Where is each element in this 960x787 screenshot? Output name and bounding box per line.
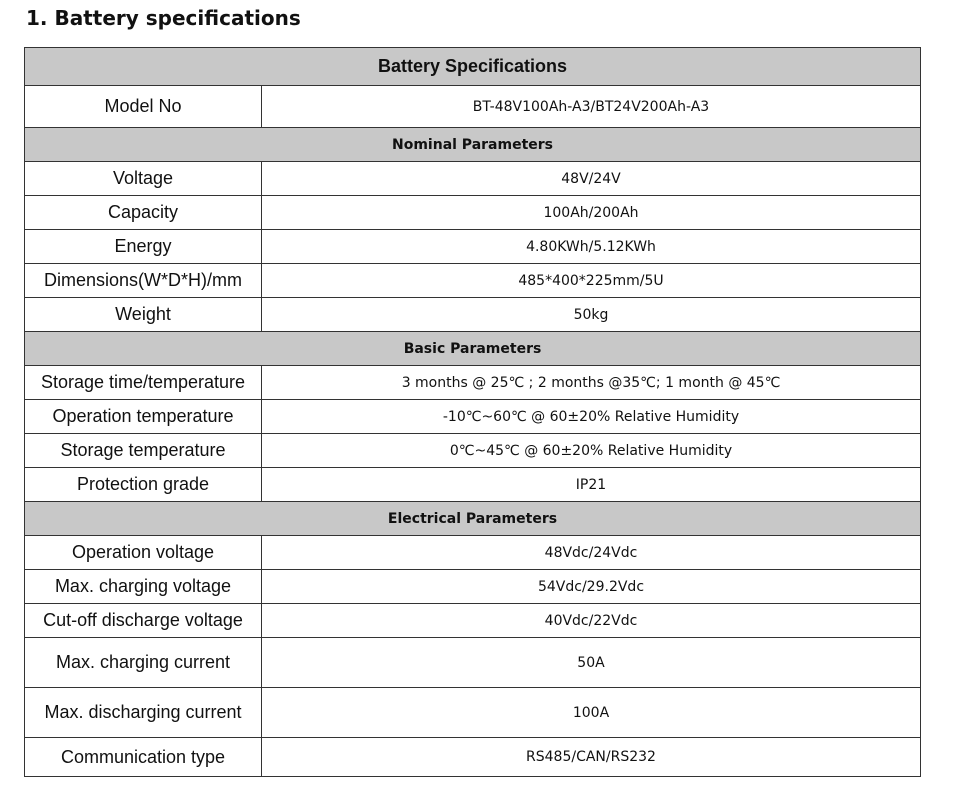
row-value: 40Vdc/22Vdc bbox=[262, 604, 921, 638]
row-value: RS485/CAN/RS232 bbox=[262, 738, 921, 777]
row-label: Dimensions(W*D*H)/mm bbox=[25, 264, 262, 298]
table-row bbox=[25, 536, 921, 570]
row-label: Weight bbox=[25, 298, 262, 332]
row-label: Cut-off discharge voltage bbox=[25, 604, 262, 638]
table-row bbox=[25, 638, 921, 688]
row-label: Voltage bbox=[25, 162, 262, 196]
table-row bbox=[25, 230, 921, 264]
section-header-nominal bbox=[25, 128, 921, 162]
row-label-model-no: Model No bbox=[25, 86, 262, 128]
row-label: Communication type bbox=[25, 738, 262, 777]
table-row bbox=[25, 196, 921, 230]
row-value: -10℃~60℃ @ 60±20% Relative Humidity bbox=[262, 400, 921, 434]
row-label: Storage temperature bbox=[25, 434, 262, 468]
table-row bbox=[25, 688, 921, 738]
row-label: Energy bbox=[25, 230, 262, 264]
table-row bbox=[25, 400, 921, 434]
table-row bbox=[25, 298, 921, 332]
row-value: 485*400*225mm/5U bbox=[262, 264, 921, 298]
table-title: Battery Specifications bbox=[25, 48, 921, 86]
row-value: 100A bbox=[262, 688, 921, 738]
table-row bbox=[25, 738, 921, 777]
row-label: Storage time/temperature bbox=[25, 366, 262, 400]
table-row bbox=[25, 86, 921, 128]
row-value: 4.80KWh/5.12KWh bbox=[262, 230, 921, 264]
row-value: 0℃~45℃ @ 60±20% Relative Humidity bbox=[262, 434, 921, 468]
section-heading: 1. Battery specifications bbox=[26, 6, 301, 30]
row-value: 48V/24V bbox=[262, 162, 921, 196]
row-value: 50A bbox=[262, 638, 921, 688]
battery-spec-table bbox=[24, 47, 921, 777]
row-value: 100Ah/200Ah bbox=[262, 196, 921, 230]
table-title-row bbox=[25, 48, 921, 86]
table-row bbox=[25, 604, 921, 638]
table-row bbox=[25, 434, 921, 468]
row-value: 50kg bbox=[262, 298, 921, 332]
section-title: Nominal Parameters bbox=[25, 128, 921, 162]
row-value: 48Vdc/24Vdc bbox=[262, 536, 921, 570]
section-title: Electrical Parameters bbox=[25, 502, 921, 536]
row-label: Max. discharging current bbox=[25, 688, 262, 738]
table-row bbox=[25, 366, 921, 400]
row-label: Max. charging voltage bbox=[25, 570, 262, 604]
section-title: Basic Parameters bbox=[25, 332, 921, 366]
table-row bbox=[25, 468, 921, 502]
table-row bbox=[25, 570, 921, 604]
row-label: Capacity bbox=[25, 196, 262, 230]
section-header-electrical bbox=[25, 502, 921, 536]
section-header-basic bbox=[25, 332, 921, 366]
row-label: Max. charging current bbox=[25, 638, 262, 688]
table-row bbox=[25, 162, 921, 196]
row-value: IP21 bbox=[262, 468, 921, 502]
row-value-model-no: BT-48V100Ah-A3/BT24V200Ah-A3 bbox=[262, 86, 921, 128]
row-value: 54Vdc/29.2Vdc bbox=[262, 570, 921, 604]
row-label: Operation temperature bbox=[25, 400, 262, 434]
row-label: Operation voltage bbox=[25, 536, 262, 570]
row-value: 3 months @ 25℃ ; 2 months @35℃; 1 month @ 45℃ bbox=[262, 366, 921, 400]
table-row bbox=[25, 264, 921, 298]
row-label: Protection grade bbox=[25, 468, 262, 502]
